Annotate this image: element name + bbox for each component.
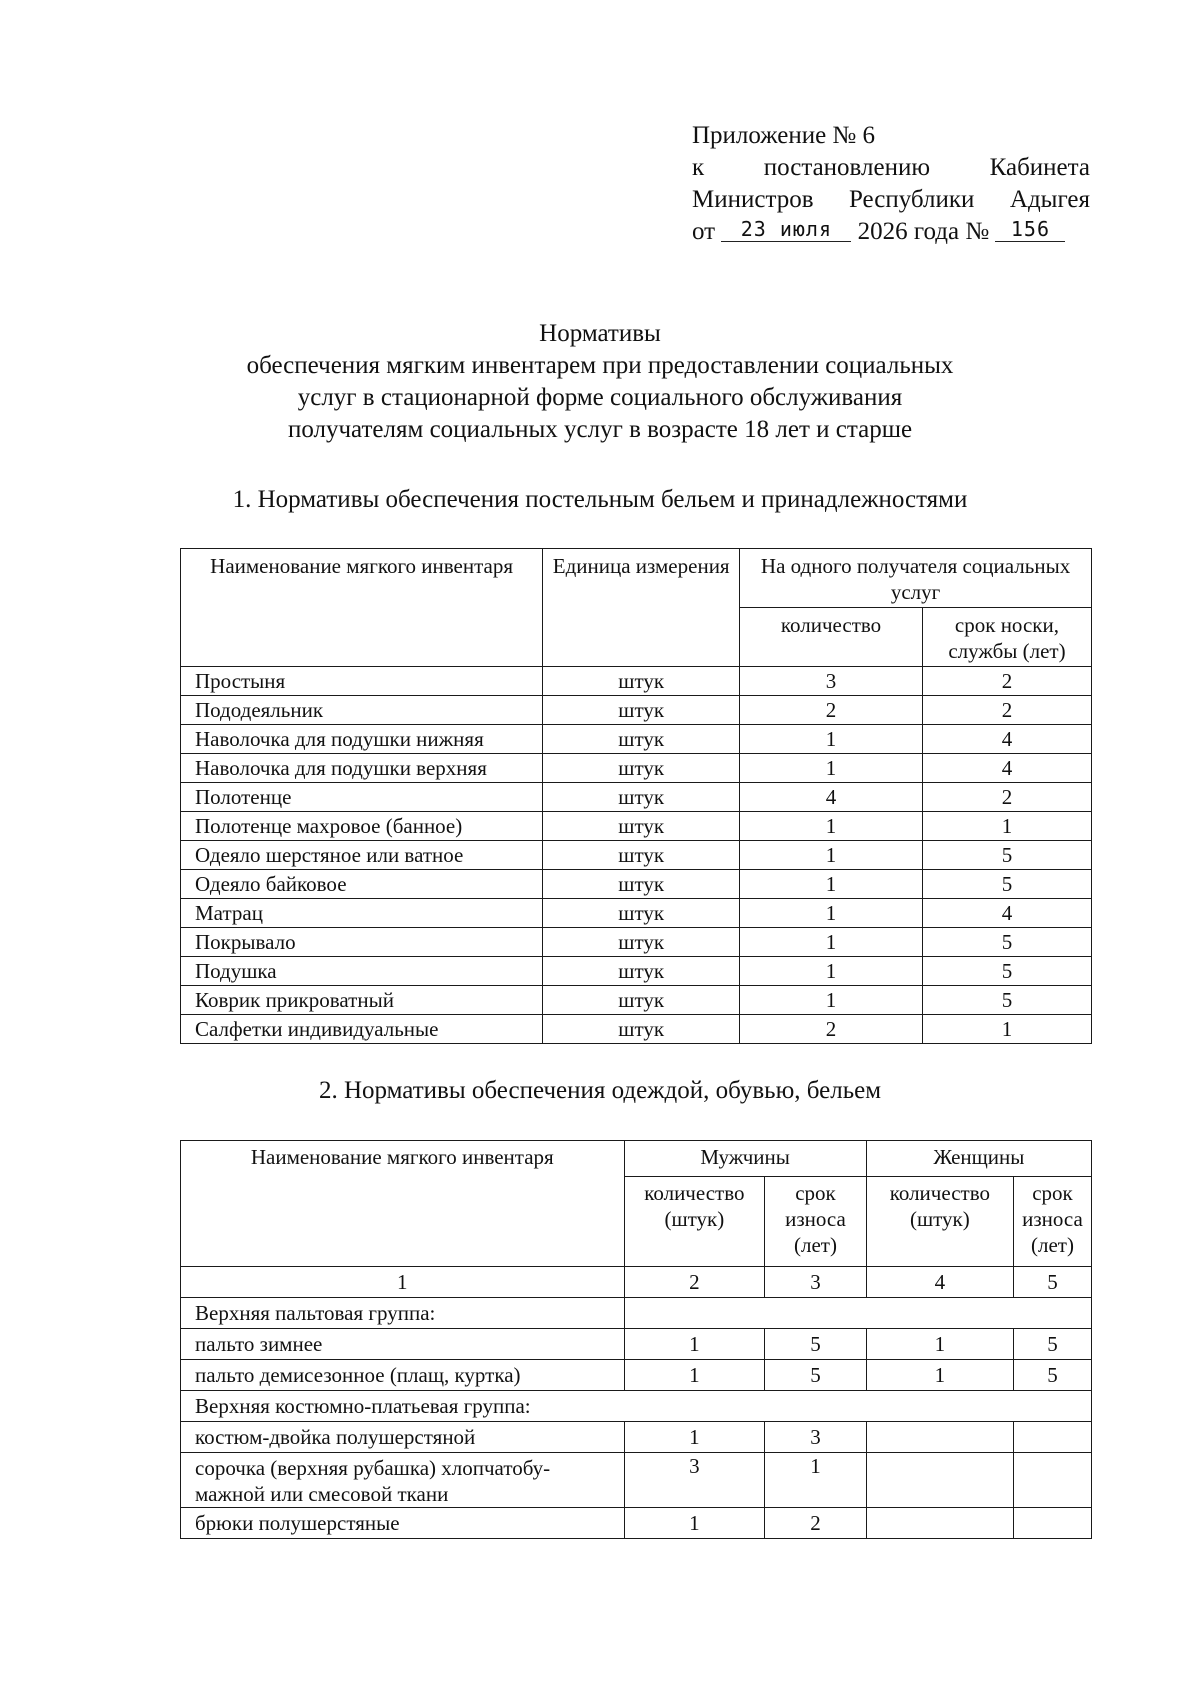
item-unit: штук (543, 783, 740, 812)
item-quantity: 1 (740, 986, 923, 1015)
clothing-group1-body (181, 1329, 1092, 1391)
item-unit: штук (543, 754, 740, 783)
clothing-group2-body (181, 1422, 1092, 1539)
item-unit: штук (543, 957, 740, 986)
item-term: 5 (922, 841, 1091, 870)
women-term (1013, 1508, 1091, 1539)
item-name: Подушка (181, 957, 543, 986)
item-quantity: 1 (740, 725, 923, 754)
table-row (181, 841, 1092, 870)
item-unit: штук (543, 841, 740, 870)
item-term: 5 (922, 928, 1091, 957)
bedding-table (180, 548, 1092, 1044)
bedding-table-body (181, 667, 1092, 1044)
column-number: 3 (765, 1267, 867, 1298)
column-number: 5 (1013, 1267, 1091, 1298)
appendix-resolution-line (692, 152, 1090, 184)
item-quantity: 1 (740, 841, 923, 870)
group-label: Верхняя пальтовая группа: (181, 1298, 625, 1329)
table-row (181, 1422, 1092, 1453)
women-quantity: 1 (866, 1329, 1013, 1360)
women-quantity (866, 1453, 1013, 1508)
item-quantity: 1 (740, 899, 923, 928)
women-quantity (866, 1508, 1013, 1539)
item-name: Покрывало (181, 928, 543, 957)
item-name: Наволочка для подушки верхняя (181, 754, 543, 783)
women-quantity (866, 1422, 1013, 1453)
item-term: 4 (922, 725, 1091, 754)
column-number: 1 (181, 1267, 625, 1298)
men-term: 5 (765, 1329, 867, 1360)
item-term: 4 (922, 754, 1091, 783)
header-women-qty: количество (штук) (866, 1177, 1013, 1267)
table-row (181, 1015, 1092, 1044)
item-unit: штук (543, 870, 740, 899)
group-row (181, 1391, 1092, 1422)
table-row (181, 870, 1092, 899)
group-label: Верхняя костюмно-платьевая группа: (181, 1391, 1092, 1422)
women-term (1013, 1422, 1091, 1453)
item-quantity: 1 (740, 928, 923, 957)
header-unit: Единица измерения (543, 549, 740, 667)
men-term: 5 (765, 1360, 867, 1391)
title-line: получателям социальных услуг в возрасте 18 лет и старше (287, 416, 913, 443)
appendix-cabinet-line (692, 184, 1090, 216)
column-number: 2 (624, 1267, 765, 1298)
item-name: костюм-двойка полушерстяной (181, 1422, 625, 1453)
table-row (181, 1508, 1092, 1539)
table-row (181, 725, 1092, 754)
item-name: Матрац (181, 899, 543, 928)
table-row (181, 899, 1092, 928)
table-row (181, 957, 1092, 986)
item-unit: штук (543, 812, 740, 841)
title-line: Нормативы (539, 320, 661, 347)
section1-heading: 1. Нормативы обеспечения постельным бельем и принадлежностями (232, 486, 968, 513)
item-name: Салфетки индивидуальные (181, 1015, 543, 1044)
item-term: 4 (922, 899, 1091, 928)
item-name: Одеяло байковое (181, 870, 543, 899)
appendix-word: постановлению (763, 154, 931, 181)
header-term: срок носки, службы (лет) (922, 608, 1091, 667)
men-quantity: 1 (624, 1508, 765, 1539)
table-row (181, 754, 1092, 783)
item-term: 5 (922, 986, 1091, 1015)
item-unit: штук (543, 1015, 740, 1044)
men-quantity: 1 (624, 1329, 765, 1360)
handwritten-date: 23 июля (721, 217, 851, 242)
appendix-header (692, 120, 1090, 248)
appendix-word: к (692, 154, 705, 181)
appendix-date-line (692, 216, 1090, 248)
handwritten-number: 156 (995, 217, 1065, 242)
document-title (140, 318, 1060, 446)
group-empty-cell (624, 1298, 1091, 1329)
men-quantity: 3 (624, 1453, 765, 1508)
item-unit: штук (543, 928, 740, 957)
title-line: обеспечения мягким инвентарем при предоставлении социальных (246, 352, 954, 379)
item-name: пальто зимнее (181, 1329, 625, 1360)
item-quantity: 3 (740, 667, 923, 696)
header-per-recipient: На одного получателя социальных услуг (740, 549, 1092, 608)
item-term: 5 (922, 870, 1091, 899)
table-row (181, 696, 1092, 725)
appendix-word: Адыгея (1009, 186, 1090, 213)
item-name: брюки полушерстяные (181, 1508, 625, 1539)
item-unit: штук (543, 725, 740, 754)
table-row (181, 783, 1092, 812)
header-men-term: срок износа (лет) (765, 1177, 867, 1267)
men-quantity: 1 (624, 1422, 765, 1453)
item-unit: штук (543, 696, 740, 725)
item-term: 1 (922, 812, 1091, 841)
appendix-number: Приложение № 6 (692, 122, 876, 149)
men-term: 3 (765, 1422, 867, 1453)
item-unit: штук (543, 986, 740, 1015)
group-row (181, 1298, 1092, 1329)
appendix-word: Кабинета (989, 154, 1090, 181)
header-name: Наименование мягкого инвентаря (181, 1141, 625, 1267)
column-number: 4 (866, 1267, 1013, 1298)
item-quantity: 1 (740, 754, 923, 783)
table-row (181, 1360, 1092, 1391)
item-name: Пододеяльник (181, 696, 543, 725)
item-term: 5 (922, 957, 1091, 986)
women-term: 5 (1013, 1329, 1091, 1360)
column-number-row (181, 1267, 1092, 1298)
item-unit: штук (543, 899, 740, 928)
women-quantity: 1 (866, 1360, 1013, 1391)
item-name: пальто демисезонное (плащ, куртка) (181, 1360, 625, 1391)
item-quantity: 1 (740, 957, 923, 986)
table-row (181, 1453, 1092, 1508)
table-row (181, 667, 1092, 696)
item-name: сорочка (верхняя рубашка) хлопчатобу-мажной или смесовой ткани (181, 1453, 625, 1508)
item-unit: штук (543, 667, 740, 696)
item-term: 2 (922, 667, 1091, 696)
men-quantity: 1 (624, 1360, 765, 1391)
item-name: Полотенце (181, 783, 543, 812)
table-row (181, 986, 1092, 1015)
from-label: от (692, 218, 716, 245)
item-quantity: 4 (740, 783, 923, 812)
title-line: услуг в стационарной форме социального обслуживания (297, 384, 903, 411)
table-header-row (181, 1141, 1092, 1177)
women-term (1013, 1453, 1091, 1508)
table-row (181, 928, 1092, 957)
year-label: 2026 года № (857, 218, 990, 245)
header-quantity: количество (740, 608, 923, 667)
appendix-word: Республики (848, 186, 975, 213)
header-men: Мужчины (624, 1141, 866, 1177)
item-term: 1 (922, 1015, 1091, 1044)
header-name: Наименование мягкого инвентаря (181, 549, 543, 667)
men-term: 2 (765, 1508, 867, 1539)
men-term: 1 (765, 1453, 867, 1508)
item-quantity: 1 (740, 812, 923, 841)
item-quantity: 2 (740, 1015, 923, 1044)
item-quantity: 2 (740, 696, 923, 725)
women-term: 5 (1013, 1360, 1091, 1391)
item-term: 2 (922, 696, 1091, 725)
header-women: Женщины (866, 1141, 1091, 1177)
item-term: 2 (922, 783, 1091, 812)
item-name: Простыня (181, 667, 543, 696)
clothing-table (180, 1140, 1092, 1539)
table-header-row (181, 549, 1092, 608)
section2-heading: 2. Нормативы обеспечения одеждой, обувью, бельем (318, 1077, 882, 1104)
item-quantity: 1 (740, 870, 923, 899)
header-men-qty: количество (штук) (624, 1177, 765, 1267)
item-name: Наволочка для подушки нижняя (181, 725, 543, 754)
table-row (181, 1329, 1092, 1360)
appendix-word: Министров (692, 186, 814, 213)
table-row (181, 812, 1092, 841)
item-name: Полотенце махровое (банное) (181, 812, 543, 841)
item-name: Коврик прикроватный (181, 986, 543, 1015)
item-name: Одеяло шерстяное или ватное (181, 841, 543, 870)
header-women-term: срок износа (лет) (1013, 1177, 1091, 1267)
